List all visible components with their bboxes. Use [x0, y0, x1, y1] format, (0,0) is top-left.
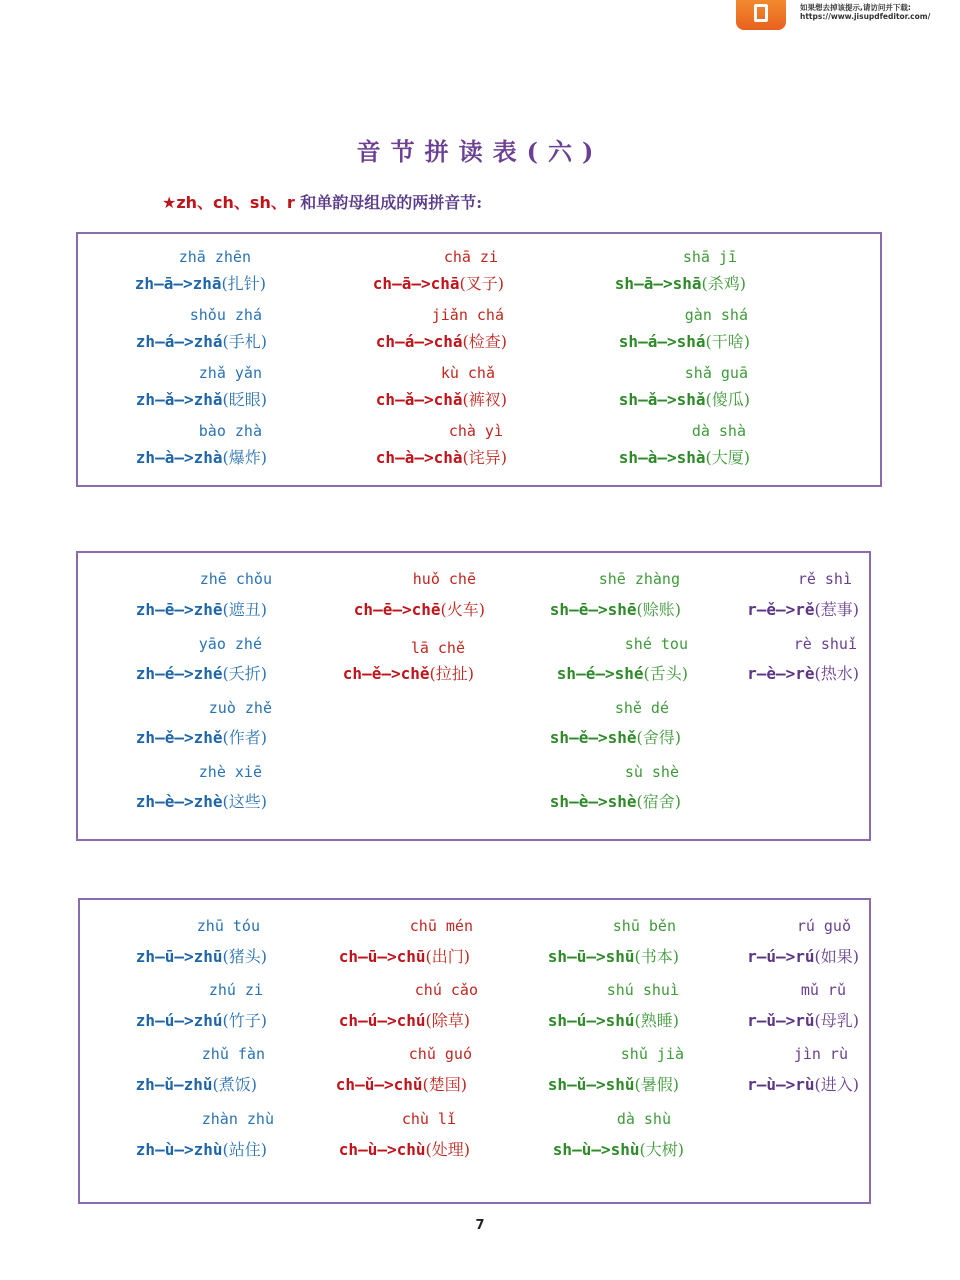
- spelling-example: [548, 946, 679, 968]
- example-word: (作者): [222, 728, 267, 747]
- pinyin-reading: chǔ guó: [408, 1045, 472, 1063]
- pinyin-reading: chú cǎo: [414, 981, 478, 999]
- spelling-chain: ch—ā—>chā: [372, 274, 460, 293]
- spelling-example: [376, 331, 507, 353]
- example-word: (裤衩): [462, 390, 507, 409]
- pinyin-reading: shū běn: [612, 917, 676, 935]
- spelling-chain: zh—ǎ—>zhǎ: [135, 390, 223, 409]
- spelling-example: [136, 599, 267, 621]
- spelling-example: [550, 599, 681, 621]
- pinyin-reading: sù shè: [624, 763, 679, 781]
- pinyin-reading: yāo zhé: [198, 635, 262, 653]
- spelling-example: [373, 273, 504, 295]
- spelling-example: [548, 1010, 679, 1032]
- spelling-example: [339, 1139, 470, 1161]
- spelling-chain: zh—ù—>zhù: [135, 1140, 223, 1159]
- example-word: (拉扯): [429, 664, 474, 683]
- spelling-example: [136, 727, 267, 749]
- spelling-chain: sh—à—>shà: [618, 448, 706, 467]
- spelling-chain: zh—ě—>zhě: [135, 728, 223, 747]
- pinyin-reading: shé tou: [624, 635, 688, 653]
- spelling-example: [136, 1010, 267, 1032]
- example-word: (眨眼): [222, 390, 267, 409]
- pinyin-reading: rè shuǐ: [793, 635, 857, 653]
- spelling-chain: zh—è—>zhè: [135, 792, 223, 811]
- page-number: 7: [475, 1218, 485, 1233]
- pinyin-reading: jiǎn chá: [431, 306, 504, 324]
- pinyin-reading: zhē chǒu: [199, 570, 272, 588]
- watermark-line-1: 如果想去掉该提示,请访问并下载:: [800, 3, 911, 12]
- spelling-chain: zh—ǔ—zhǔ: [135, 1075, 213, 1094]
- spelling-example: [619, 389, 750, 411]
- watermark-notice: [800, 3, 930, 21]
- example-word: (惹事): [814, 600, 859, 619]
- pinyin-reading: rě shì: [797, 570, 852, 588]
- spelling-example: [747, 1010, 859, 1032]
- spelling-example: [354, 599, 485, 621]
- spelling-example: [339, 946, 470, 968]
- spelling-chain: sh—ū—>shū: [547, 947, 635, 966]
- spelling-example: [136, 663, 267, 685]
- spelling-chain: sh—ā—>shā: [614, 274, 702, 293]
- example-word: (遮丑): [222, 600, 267, 619]
- spelling-example: [550, 727, 681, 749]
- spelling-example: [747, 599, 859, 621]
- pinyin-reading: shā jī: [682, 248, 737, 266]
- pinyin-reading: zhū tóu: [196, 917, 260, 935]
- example-word: (舌头): [643, 664, 688, 683]
- spelling-example: [136, 331, 267, 353]
- example-word: (处理): [425, 1140, 470, 1159]
- pinyin-reading: bào zhà: [198, 422, 262, 440]
- spelling-example: [747, 663, 859, 685]
- page-title: 音节拼读表(六): [356, 137, 604, 166]
- pinyin-reading: zhǎ yǎn: [198, 364, 262, 382]
- example-word: (除草): [425, 1011, 470, 1030]
- spelling-example: [747, 1074, 859, 1096]
- example-word: (暑假): [634, 1075, 679, 1094]
- spelling-example: [619, 447, 750, 469]
- spelling-example: [550, 791, 681, 813]
- example-word: (出门): [425, 947, 470, 966]
- spelling-example: [136, 389, 267, 411]
- example-word: (大厦): [705, 448, 750, 467]
- watermark-line-2: https://www.jisupdfeditor.com/: [800, 12, 931, 21]
- spelling-example: [615, 273, 746, 295]
- spelling-example: [136, 791, 267, 813]
- example-word: (站住): [222, 1140, 267, 1159]
- pinyin-reading: chù lǐ: [401, 1110, 456, 1128]
- spelling-chain: r—è—>rè: [747, 664, 815, 683]
- spelling-chain: sh—ē—>shē: [549, 600, 637, 619]
- example-word: (煮饭): [212, 1075, 257, 1094]
- spelling-example: [336, 1074, 467, 1096]
- spelling-chain: zh—é—>zhé: [135, 664, 223, 683]
- pinyin-reading: zuò zhě: [208, 699, 272, 717]
- example-word: (傻瓜): [705, 390, 750, 409]
- subtitle-description: 和单韵母组成的两拼音节:: [294, 193, 483, 212]
- spelling-example: [339, 1010, 470, 1032]
- spelling-chain: zh—ā—>zhā: [134, 274, 222, 293]
- example-word: (母乳): [814, 1011, 859, 1030]
- pinyin-reading: shú shuì: [606, 981, 679, 999]
- example-word: (舍得): [636, 728, 681, 747]
- spelling-example: [136, 447, 267, 469]
- spelling-chain: r—ǔ—>rǔ: [747, 1011, 815, 1030]
- pinyin-reading: zhú zi: [208, 981, 263, 999]
- example-word: (楚国): [422, 1075, 467, 1094]
- spelling-chain: sh—ǔ—>shǔ: [547, 1075, 635, 1094]
- example-word: (干啥): [705, 332, 750, 351]
- spelling-chain: sh—ě—>shě: [549, 728, 637, 747]
- example-word: (杀鸡): [701, 274, 746, 293]
- spelling-chain: sh—è—>shè: [549, 792, 637, 811]
- spelling-example: [136, 946, 267, 968]
- spelling-chain: sh—á—>shá: [618, 332, 706, 351]
- spelling-chain: sh—ǎ—>shǎ: [618, 390, 706, 409]
- spelling-example: [619, 331, 750, 353]
- pinyin-reading: shǔ jià: [620, 1045, 684, 1063]
- spelling-chain: ch—ē—>chē: [353, 600, 441, 619]
- example-word: (爆炸): [222, 448, 267, 467]
- spelling-chain: ch—ū—>chū: [338, 947, 426, 966]
- spelling-chain: ch—à—>chà: [375, 448, 463, 467]
- example-word: (竹子): [222, 1011, 267, 1030]
- spelling-chain: zh—á—>zhá: [135, 332, 223, 351]
- pinyin-reading: zhè xiē: [198, 763, 262, 781]
- spelling-chain: sh—ù—>shù: [552, 1140, 640, 1159]
- spelling-chain: zh—à—>zhà: [135, 448, 223, 467]
- example-word: (猪头): [222, 947, 267, 966]
- example-word: (扎针): [221, 274, 266, 293]
- pinyin-reading: rú guǒ: [796, 917, 851, 935]
- spelling-chain: r—ě—>rě: [747, 600, 815, 619]
- example-word: (这些): [222, 792, 267, 811]
- spelling-example: [135, 1074, 257, 1096]
- spelling-example: [548, 1074, 679, 1096]
- spelling-example: [553, 1139, 684, 1161]
- app-logo-icon: [736, 0, 786, 30]
- example-word: (书本): [634, 947, 679, 966]
- pinyin-reading: dà shà: [691, 422, 746, 440]
- spelling-chain: ch—á—>chá: [375, 332, 463, 351]
- spelling-chain: zh—ú—>zhú: [135, 1011, 223, 1030]
- spelling-chain: ch—ǔ—>chǔ: [335, 1075, 423, 1094]
- spelling-chain: sh—ú—>shú: [547, 1011, 635, 1030]
- pinyin-reading: lā chě: [410, 639, 465, 657]
- spelling-example: [136, 1139, 267, 1161]
- spelling-chain: zh—ē—>zhē: [135, 600, 223, 619]
- pinyin-reading: chū mén: [409, 917, 473, 935]
- spelling-example: [747, 946, 859, 968]
- spelling-chain: ch—ú—>chú: [338, 1011, 426, 1030]
- pinyin-reading: shě dé: [614, 699, 669, 717]
- example-word: (诧异): [462, 448, 507, 467]
- spelling-chain: ch—ù—>chù: [338, 1140, 426, 1159]
- pinyin-reading: kù chǎ: [440, 364, 495, 382]
- pinyin-reading: huǒ chē: [412, 570, 476, 588]
- spelling-example: [343, 663, 474, 685]
- spelling-chain: r—ú—>rú: [747, 947, 815, 966]
- spelling-chain: sh—é—>shé: [556, 664, 644, 683]
- pinyin-reading: chā zi: [443, 248, 498, 266]
- example-word: (检查): [462, 332, 507, 351]
- example-word: (手札): [222, 332, 267, 351]
- section-subtitle: [162, 190, 482, 213]
- subtitle-initials: ★zh、ch、sh、r: [162, 193, 295, 212]
- example-word: (大树): [639, 1140, 684, 1159]
- spelling-chain: ch—ě—>chě: [342, 664, 430, 683]
- example-word: (宿舍): [636, 792, 681, 811]
- spelling-example: [376, 447, 507, 469]
- pinyin-reading: zhàn zhù: [201, 1110, 274, 1128]
- pinyin-reading: zhǔ fàn: [201, 1045, 265, 1063]
- spelling-example: [376, 389, 507, 411]
- pinyin-reading: chà yì: [448, 422, 503, 440]
- spelling-example: [557, 663, 688, 685]
- example-word: (热水): [814, 664, 859, 683]
- pinyin-reading: zhā zhēn: [178, 248, 251, 266]
- example-word: (进入): [814, 1075, 859, 1094]
- example-word: (熟睡): [634, 1011, 679, 1030]
- pinyin-reading: mǔ rǔ: [800, 981, 846, 999]
- example-word: (赊账): [636, 600, 681, 619]
- pinyin-reading: shē zhàng: [598, 570, 680, 588]
- spelling-example: [135, 273, 266, 295]
- example-word: (火车): [440, 600, 485, 619]
- example-word: (叉子): [459, 274, 504, 293]
- pinyin-reading: shǎ guā: [684, 364, 748, 382]
- pinyin-reading: gàn shá: [684, 306, 748, 324]
- pinyin-reading: dà shù: [616, 1110, 671, 1128]
- spelling-chain: zh—ū—>zhū: [135, 947, 223, 966]
- pinyin-reading: jìn rù: [793, 1045, 848, 1063]
- pinyin-reading: shǒu zhá: [189, 306, 262, 324]
- spelling-chain: ch—ǎ—>chǎ: [375, 390, 463, 409]
- example-word: (如果): [814, 947, 859, 966]
- spelling-chain: r—ù—>rù: [747, 1075, 815, 1094]
- example-word: (夭折): [222, 664, 267, 683]
